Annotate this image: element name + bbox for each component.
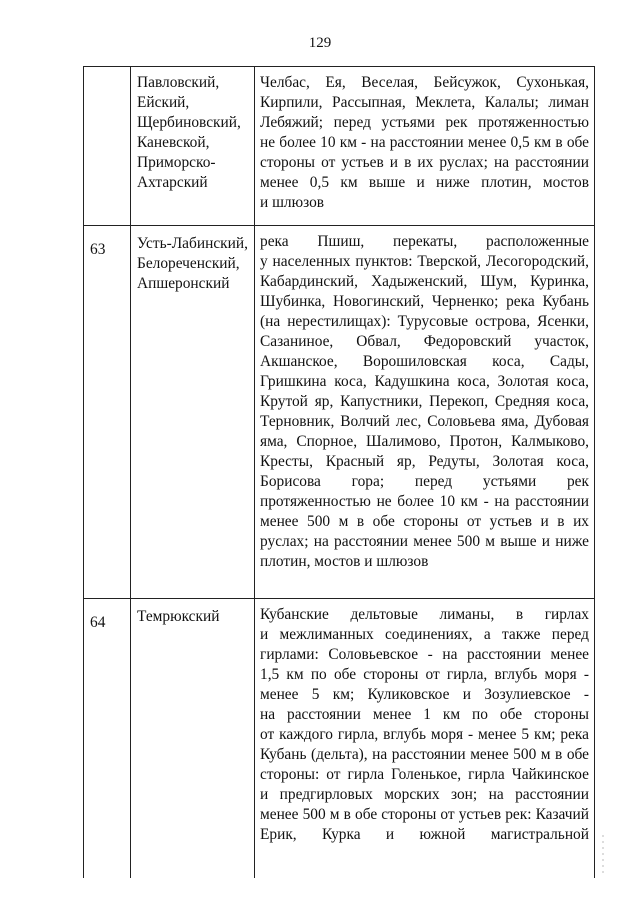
text-line: яма, Спорное, Шалимово, Протон, Калмыково, xyxy=(260,433,589,450)
waterbody-description xyxy=(255,67,595,226)
text-line: Кирпили, Рассыпная, Меклета, Калалы; лиман xyxy=(260,94,589,111)
text-line: от каждого гирла, вглубь моря - менее 5 км; река xyxy=(260,726,589,743)
text-line: Сазаниное, Обвал, Федоровский участок, xyxy=(260,333,589,350)
text-line: Терновник, Волчий лес, Соловьева яма, Дубовая xyxy=(260,413,589,430)
text-line: менее 500 м в обе стороны от устьев рек: Казачий xyxy=(260,806,589,823)
page-number: 129 xyxy=(308,35,332,51)
text-line: Гришкина коса, Кадушкина коса, Золотая коса, xyxy=(260,373,589,390)
district-name: Ахтарский xyxy=(137,174,208,191)
regulation-table xyxy=(83,66,595,878)
text-line: (на нерестилищах): Турусовые острова, Ясенки, xyxy=(260,313,589,330)
district-name: Темрюкский xyxy=(137,608,220,625)
row-number: 64 xyxy=(84,599,131,879)
waterbody-description xyxy=(255,599,595,879)
district-name: Каневской, xyxy=(137,134,210,151)
text-line: менее 0,5 км выше и ниже плотин, мостов xyxy=(260,174,589,191)
text-line: Лебяжий; перед устьями рек протяженностью xyxy=(260,114,589,131)
district-cell xyxy=(131,67,255,226)
text-line: гирлами: Соловьевское - на расстоянии менее xyxy=(260,646,589,663)
table-row xyxy=(84,226,595,599)
text-line: Кабардинский, Хадыженский, Шум, Куринка, xyxy=(260,273,589,290)
text-line: Шубинка, Новогинский, Черненко; река Кубань xyxy=(260,293,589,310)
district-name: Апшеронский xyxy=(137,275,230,292)
scan-artifact xyxy=(600,835,606,875)
text-line: стороны: от гирла Голенькое, гирла Чайкинское xyxy=(260,766,589,783)
text-line: Борисова гора; перед устьями рек xyxy=(260,473,589,490)
district-name: Усть-Лабинский, xyxy=(137,235,248,252)
table-row xyxy=(84,599,595,879)
table-row xyxy=(84,67,595,226)
text-line: Кубань (дельта), на расстоянии менее 500 м в обе xyxy=(260,746,589,763)
district-name: Приморско- xyxy=(137,154,216,171)
waterbody-description xyxy=(255,226,595,599)
text-line: Акшанское, Ворошиловская коса, Сады, xyxy=(260,353,589,370)
text-line: река Пшиш, перекаты, расположенные xyxy=(260,233,589,250)
district-name: Белореченский, xyxy=(137,255,240,272)
text-line: Кубанские дельтовые лиманы, в гирлах xyxy=(260,606,589,623)
text-line: Челбас, Ея, Веселая, Бейсужок, Сухонькая, xyxy=(260,74,589,91)
text-line: Кресты, Красный яр, Редуты, Золотая коса, xyxy=(260,453,589,470)
text-line: и межлиманных соединениях, а также перед xyxy=(260,626,589,643)
text-line: менее 500 м в обе стороны от устьев и в их xyxy=(260,513,589,530)
text-line: стороны от устьев и в их руслах; на расстоянии xyxy=(260,154,589,171)
text-line: и шлюзов xyxy=(260,194,325,211)
row-number xyxy=(84,67,131,226)
district-cell xyxy=(131,599,255,879)
text-line: руслах; на расстоянии менее 500 м выше и ниже xyxy=(260,533,589,550)
text-line: и предгирловых морских зон; на расстоянии xyxy=(260,786,589,803)
text-line: Крутой яр, Капустники, Перекоп, Средняя коса, xyxy=(260,393,589,410)
text-line: на расстоянии менее 1 км по обе стороны xyxy=(260,706,589,723)
text-line: менее 5 км; Куликовское и Зозулиевское - xyxy=(260,686,589,703)
text-line: протяженностью не более 10 км - на расстоянии xyxy=(260,493,589,510)
district-name: Павловский, xyxy=(137,74,220,91)
district-cell xyxy=(131,226,255,599)
text-line: у населенных пунктов: Тверской, Лесогородский, xyxy=(260,253,589,270)
text-line: не более 10 км - на расстоянии менее 0,5 км в обе xyxy=(260,134,589,151)
text-line: Ерик, Курка и южной магистральной xyxy=(260,826,589,843)
row-number: 63 xyxy=(84,226,131,599)
district-name: Щербиновский, xyxy=(137,114,241,131)
district-name: Ейский, xyxy=(137,94,190,111)
text-line: плотин, мостов и шлюзов xyxy=(260,553,429,570)
text-line: 1,5 км по обе стороны от гирла, вглубь моря - xyxy=(260,666,589,683)
